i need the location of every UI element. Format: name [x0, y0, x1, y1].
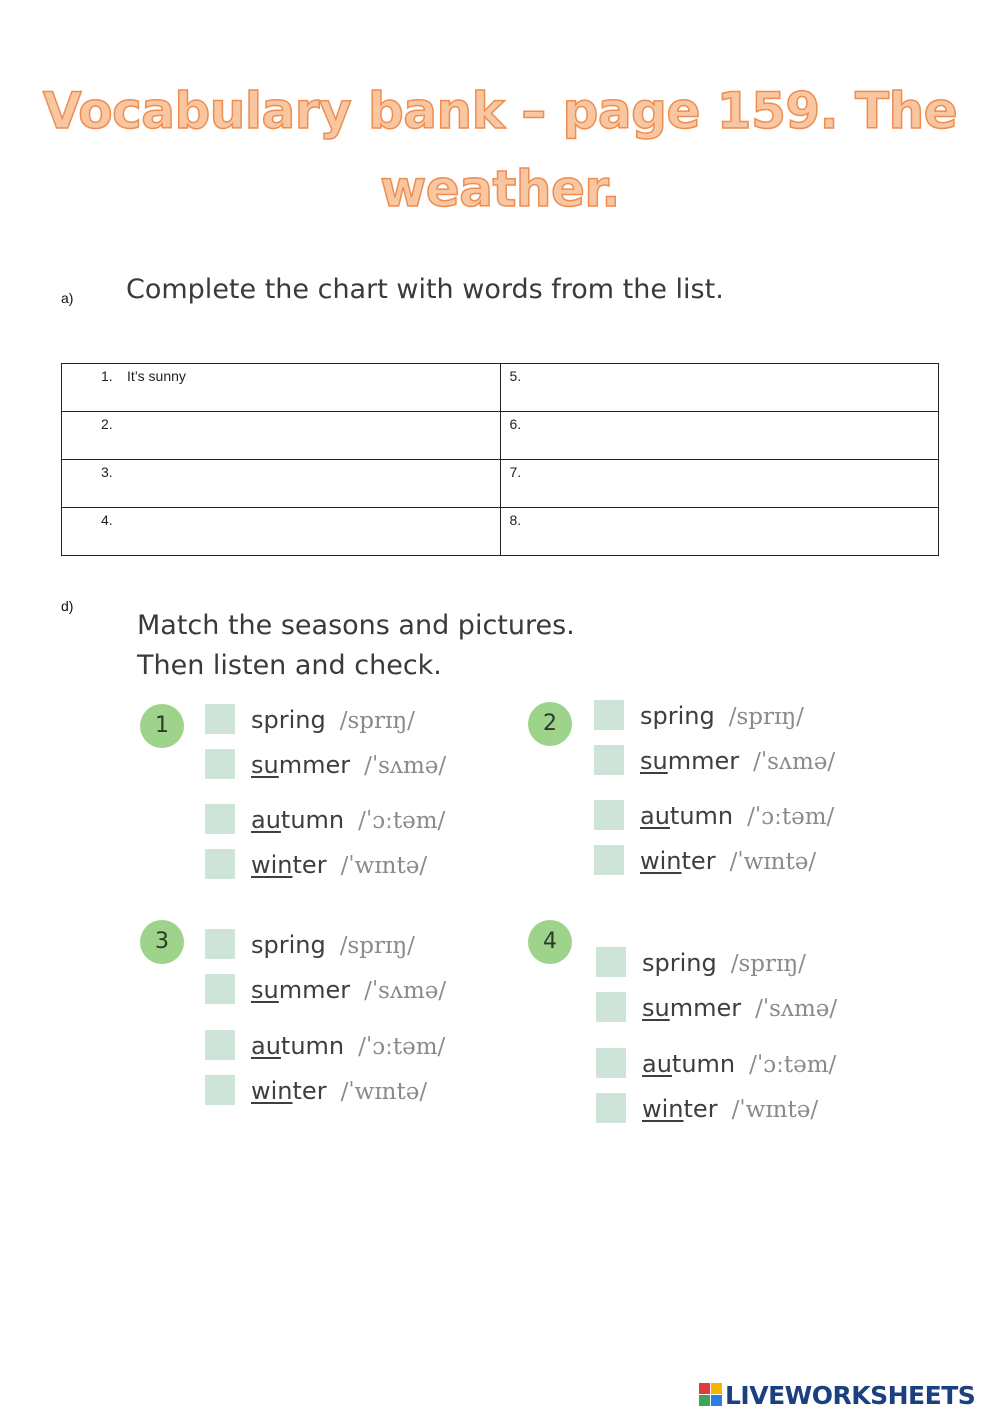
phonetic-transcription: /ˈɔːtəm/ [358, 1034, 446, 1060]
phonetic-transcription: /ˈwɪntə/ [729, 849, 817, 875]
page-title: Vocabulary bank – page 159. The weather. [42, 82, 958, 218]
section-d-label: d) [61, 598, 74, 614]
season-word: winter /ˈwɪntə/ [640, 847, 817, 875]
phonetic-transcription: /sprɪŋ/ [339, 933, 415, 959]
season-word: spring /sprɪŋ/ [251, 931, 415, 959]
phonetic-transcription: /ˈwɪntə/ [340, 853, 428, 879]
cell-number: 6. [509, 416, 522, 432]
checkbox[interactable] [596, 1048, 626, 1078]
season-word: summer /ˈsʌmə/ [640, 747, 836, 775]
phonetic-transcription: /sprɪŋ/ [730, 951, 806, 977]
season-word: summer /ˈsʌmə/ [251, 751, 447, 779]
liveworksheets-logo-icon [699, 1383, 723, 1407]
phonetic-transcription: /sprɪŋ/ [339, 708, 415, 734]
season-word: winter /ˈwɪntə/ [251, 1077, 428, 1105]
table-cell-3[interactable] [62, 460, 501, 508]
checkbox[interactable] [596, 992, 626, 1022]
table-cell-8[interactable] [500, 508, 939, 556]
season-word: summer /ˈsʌmə/ [251, 976, 447, 1004]
checkbox[interactable] [205, 804, 235, 834]
season-word: autumn /ˈɔːtəm/ [642, 1050, 837, 1078]
checkbox[interactable] [594, 700, 624, 730]
checkbox[interactable] [205, 1075, 235, 1105]
phonetic-transcription: /ˈɔːtəm/ [749, 1052, 837, 1078]
season-word: winter /ˈwɪntə/ [251, 851, 428, 879]
group-number-badge: 4 [528, 920, 572, 964]
table-cell-2[interactable] [62, 412, 501, 460]
cell-number: 1. [101, 368, 113, 384]
cell-number: 2. [101, 416, 113, 432]
table-row [62, 460, 939, 508]
checkbox[interactable] [205, 974, 235, 1004]
checkbox[interactable] [205, 704, 235, 734]
table-row [62, 508, 939, 556]
liveworksheets-brand[interactable] [699, 1380, 975, 1410]
checkbox[interactable] [205, 929, 235, 959]
season-word: spring /sprɪŋ/ [640, 702, 804, 730]
cell-number: 3. [101, 464, 113, 480]
cell-number: 8. [509, 512, 522, 528]
table-cell-7[interactable] [500, 460, 939, 508]
section-a-label: a) [61, 290, 74, 306]
season-word: autumn /ˈɔːtəm/ [251, 806, 446, 834]
season-word: spring /sprɪŋ/ [642, 949, 806, 977]
phonetic-transcription: /sprɪŋ/ [728, 704, 804, 730]
table-row [62, 364, 939, 412]
section-a-instruction: Complete the chart with words from the list. [126, 274, 724, 305]
checkbox[interactable] [596, 1093, 626, 1123]
weather-chart-table [61, 363, 939, 556]
phonetic-transcription: /ˈsʌmə/ [364, 753, 447, 779]
phonetic-transcription: /ˈɔːtəm/ [358, 808, 446, 834]
group-number-badge: 1 [140, 704, 184, 748]
table-cell-4[interactable] [62, 508, 501, 556]
cell-answer: It’s sunny [127, 368, 186, 384]
cell-number: 7. [509, 464, 522, 480]
checkbox[interactable] [205, 749, 235, 779]
cell-number: 4. [101, 512, 113, 528]
checkbox[interactable] [205, 1030, 235, 1060]
season-word: spring /sprɪŋ/ [251, 706, 415, 734]
phonetic-transcription: /ˈsʌmə/ [753, 749, 836, 775]
table-cell-5[interactable] [500, 364, 939, 412]
table-cell-1[interactable] [62, 364, 501, 412]
group-number-badge: 2 [528, 702, 572, 746]
group-number-badge: 3 [140, 920, 184, 964]
checkbox[interactable] [596, 947, 626, 977]
phonetic-transcription: /ˈwɪntə/ [340, 1079, 428, 1105]
checkbox[interactable] [594, 800, 624, 830]
brand-name: LIVEWORKSHEETS [725, 1380, 976, 1410]
checkbox[interactable] [594, 745, 624, 775]
table-cell-6[interactable] [500, 412, 939, 460]
season-word: autumn /ˈɔːtəm/ [251, 1032, 446, 1060]
phonetic-transcription: /ˈsʌmə/ [364, 978, 447, 1004]
phonetic-transcription: /ˈɔːtəm/ [747, 804, 835, 830]
season-word: winter /ˈwɪntə/ [642, 1095, 819, 1123]
phonetic-transcription: /ˈwɪntə/ [731, 1097, 819, 1123]
section-d-instruction: Match the seasons and pictures. Then listen and check. [137, 610, 575, 681]
table-row [62, 412, 939, 460]
phonetic-transcription: /ˈsʌmə/ [755, 996, 838, 1022]
checkbox[interactable] [594, 845, 624, 875]
season-word: autumn /ˈɔːtəm/ [640, 802, 835, 830]
checkbox[interactable] [205, 849, 235, 879]
cell-number: 5. [509, 368, 522, 384]
season-word: summer /ˈsʌmə/ [642, 994, 838, 1022]
